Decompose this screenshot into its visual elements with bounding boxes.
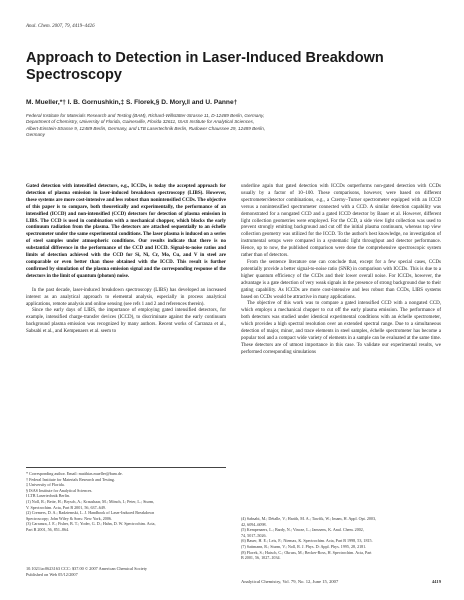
body-paragraph: From the sentence literature one can conclude that, except for a few special cases, CCDs potentially provide a better signal-to-noise ratio (SNR) in comparison with ICCDs. This is due to a higher quantum efficiency of the CCDs and their lower overall noise. For ICCDs, however, the advantage is a gate detection of very weak signals in the presence of strong background due to their gating capability. As ICCDs are more cost-intensive and less robust than CCDs, LIBS systems based on CCDs would be attractive in many applications. <box>241 259 441 300</box>
page-number: 4419 <box>431 579 441 584</box>
reference: Spectroscopy; John Wiley & Sons: New York, 2006. <box>26 515 112 521</box>
reference: V. Spectrochim. Acta, Part B 2001, 56, 637–649. <box>26 504 106 510</box>
affiliation-line: Germany <box>26 132 45 138</box>
reference: (1) Noll, R.; Bette, H.; Brysch, A.; Kraushaar, M.; Mönch, I.; Peter, L.; Sturm, <box>26 498 155 504</box>
affiliation-line: Department of Chemistry, University of Florida, Gainesville, Florida 32611, ISAS Institute for Analytical Sciences, <box>26 119 255 125</box>
footnote: § ISAS Institute for Analytical Sciences. <box>26 487 93 493</box>
affiliation-line: Federal Institute for Materials Research and Testing (BAM), Richard-Willstätter-Strasse 11, D-12489 Berlin, Germany, <box>26 113 265 118</box>
affiliation-line: Albert-Einstein-Strasse 9, 12489 Berlin, Germany, and LTB Lasertechnik Berlin, Rudower Chaussee 29, 12489 Berlin, <box>26 125 266 131</box>
footnote: † Federal Institute for Materials Research and Testing. <box>26 476 115 482</box>
journal-citation: Analytical Chemistry, Vol. 79, No. 12, June 15, 2007 <box>241 579 339 584</box>
footer-left <box>26 566 147 577</box>
footer-right <box>241 579 441 584</box>
left-column <box>26 184 226 336</box>
footnotes <box>26 467 226 533</box>
publication-date: Published on Web 05/12/2007 <box>26 571 78 577</box>
author-list: M. Mueller,*† I. B. Gornushkin,‡ S. Florek,§ D. Mory,‖ and U. Panne† <box>26 99 238 106</box>
reference: (4) Sabsabi, M.; Détalle, V.; Harith, M. A.; Tawfik, W.; Imam, H. Appl. Opt. 2003, <box>241 516 377 521</box>
right-column <box>241 184 441 357</box>
footnote: * Corresponding author. Email: matthias.mueller@bam.de. <box>26 471 123 476</box>
reference: (8) Florek, S.; Haisch, C.; Okruss, M.; Becker-Ross, H. Spectrochim. Acta, Part <box>241 549 372 555</box>
references <box>241 516 441 561</box>
reference: 74, 5017–5026. <box>241 532 267 538</box>
reference: (6) Bauer, H. E.; Leis, F.; Niemax, K. Spectrochim. Acta, Part B 1998, 53, 1815. <box>241 538 373 544</box>
body-paragraph: The objective of this work was to compare a gated intensified CCD with a nongated CCD, which employs a mechanical chopper to cut off the early plasma emission. The performance of both detectors was studied under identical experimental conditions with an échelle spectrometer, which provides a high spectral resolution over an extended spectral range. Due to a simultaneous detection of major, minor, and trace elements in steel samples, échelle spectrometer has become a popular tool and a compact wide variety of elements in a sample can be evaluated at the same time. These detectors are of utmost importance in this case. To validate our experimental results, we performed corresponding simulations <box>241 301 441 355</box>
footnote: ‖ LTB Lasertechnik Berlin. <box>26 493 70 499</box>
footnote: ‡ University of Florida. <box>26 482 65 488</box>
body-paragraph: underline again that gated detection with ICCDs outperforms non-gated detection with CCDs usually by a factor of 10–100. These comparisons, however, were based on different spectrometer/detector combinations, e.g., a Czerny–Turner spectrometer equipped with an ICCD versus a nonintensified spectrometer connected with a CCD. A similar detection capability was demonstrated for a nongated CCD and a gated ICCD detector by Bauer et al. However, different light collection geometries were employed. For the CCD, a side view light collection was used to prevent strongly emitting background and cut off the initial plasma continuum, whereas top view collection geometry was utilized for the ICCD. To the author's best knowledge, no investigation of instrumental setups were compared in a systematic light throughput and detector performance. Hence, up to now, the published comparison were done the comprehensive spectroscopic system rather than of detectors. <box>241 184 441 259</box>
body-paragraph: Since the early days of LIBS, the importance of employing gated intensified detectors, for example, intensified charge-transfer devices (ICCD), to discriminate against the early continuum background plasma emission was recognized by many authors. Recent works of Carranza et al., Sabsabi et al., and Kempenaers et al. seem to <box>26 308 226 335</box>
reference: (2) Cremers, D. A.; Radziemski, L. J. Handbook of Laser-Induced Breakdown <box>26 510 155 516</box>
body-paragraph: In the past decade, laser-induced breakdown spectroscopy (LIBS) has developed an increased interest as an analytical approach to elemental analysis, especially in process analytical applications, remote analysis and online sensing (see refs 1 and 2 and references therein). <box>26 287 226 307</box>
reference: Part B 2001, 56, 851–864. <box>26 526 70 532</box>
reference: (5) Kempenaers, L.; Bardy, N.; Vincze, L.; Janssens, K. Anal. Chem. 2002, <box>241 527 364 533</box>
affiliations <box>26 113 426 139</box>
reference: 42, 6094–6098. <box>241 521 267 527</box>
reference: B 2001, 56, 1027–1034. <box>241 555 281 561</box>
reference: (7) Sattmann, R.; Sturm, V.; Noll, R. J. Phys. D: Appl. Phys. 1995, 28, 2181. <box>241 543 367 549</box>
running-head: Anal. Chem. 2007, 79, 4419–4426 <box>26 24 95 29</box>
abstract: Gated detection with intensified detectors, e.g., ICCDs, is today the accepted approach for detection of plasma emission in laser-induced breakdown spectroscopy (LIBS). However, these systems are more cost-intensive and less robust than nonintensified CCDs. The objective of this paper is to compare, both theoretically and experimentally, the performance of an intensified (ICCD) and non-intensified (CCD) detectors for detection of plasma emission in LIBS. The CCD is used in combination with a mechanical chopper, which blocks the early continuum radiation from the plasma. The detectors are attached sequentially to an échelle spectrometer under the same experimental conditions. The laser plasma is induced on a series of steel samples under atmospheric conditions. Our results indicate that there is no substantial difference in the performance of the CCD and ICCD. Signal-to-noise ratios and limits of detection achieved with the CCD for Si, Ni, Cr, Mo, Cu, and V in steel are comparable or even better than those obtained with the ICCD. This result is further confirmed by simulation of the plasma emission signal and the corresponding response of the detectors in the limit of quantum (photon) noise. <box>26 184 226 279</box>
reference: (3) Carranza, J. E.; Fisher, B. T.; Yoder, G. D.; Hahn, D. W. Spectrochim. Acta, <box>26 521 156 527</box>
doi-line: 10.1021/ac0623163 CCC: $37.00 © 2007 American Chemical Society <box>26 566 148 571</box>
article-title: Approach to Detection in Laser-Induced Breakdown Spectroscopy <box>26 50 384 83</box>
